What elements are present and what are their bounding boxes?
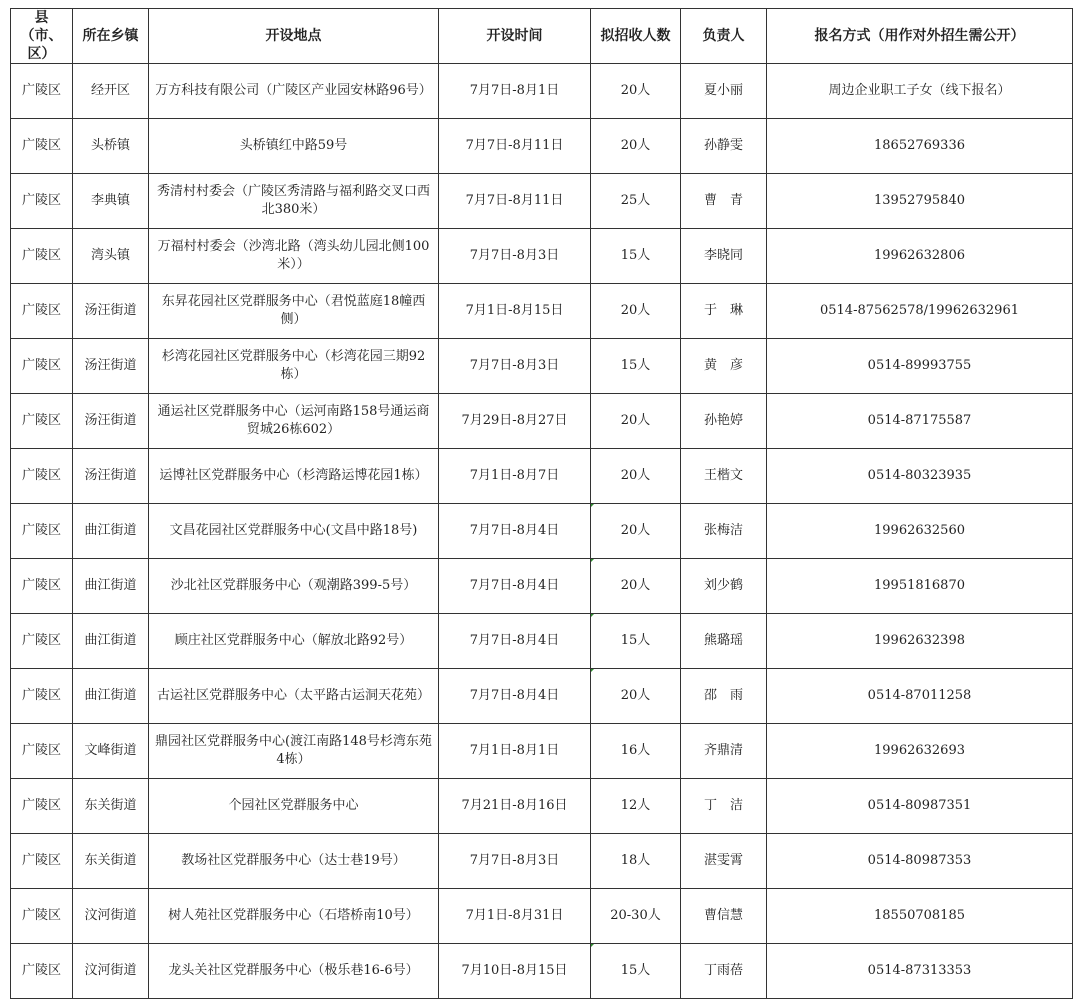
table-row bbox=[11, 944, 1073, 999]
cell-signup bbox=[767, 394, 1073, 449]
cell-time bbox=[439, 724, 591, 779]
cell-town bbox=[73, 284, 149, 339]
cell-contact-text: 张梅洁 bbox=[703, 523, 743, 538]
cell-count-text: 20人 bbox=[620, 688, 651, 703]
cell-contact bbox=[681, 724, 767, 779]
cell-time bbox=[439, 119, 591, 174]
cell-town-text: 东关街道 bbox=[84, 798, 137, 813]
header-town: 所在乡镇 bbox=[73, 9, 149, 64]
table-row bbox=[11, 889, 1073, 944]
cell-town-text: 汶河街道 bbox=[84, 963, 137, 978]
cell-location-text: 鼎园社区党群服务中心(渡江南路148号杉湾东苑4栋） bbox=[155, 734, 432, 767]
table-row bbox=[11, 559, 1073, 614]
cell-location bbox=[149, 779, 439, 834]
cell-town bbox=[73, 834, 149, 889]
cell-time bbox=[439, 504, 591, 559]
cell-location bbox=[149, 119, 439, 174]
cell-count-text: 15人 bbox=[620, 963, 651, 978]
cell-county-text: 广陵区 bbox=[21, 743, 61, 758]
cell-count bbox=[591, 284, 681, 339]
cell-town-text: 汤汪街道 bbox=[84, 358, 137, 373]
cell-contact bbox=[681, 614, 767, 669]
cell-time-text: 7月1日-8月31日 bbox=[465, 908, 564, 923]
cell-contact bbox=[681, 64, 767, 119]
cell-signup bbox=[767, 284, 1073, 339]
cell-town bbox=[73, 174, 149, 229]
cell-town-text: 李典镇 bbox=[90, 193, 130, 208]
cell-time-text: 7月1日-8月15日 bbox=[465, 303, 564, 318]
header-signup: 报名方式（用作对外招生需公开） bbox=[767, 9, 1073, 64]
cell-contact bbox=[681, 394, 767, 449]
cell-location bbox=[149, 229, 439, 284]
cell-signup-text: 周边企业职工子女（线下报名） bbox=[828, 83, 1011, 98]
cell-county-text: 广陵区 bbox=[21, 138, 61, 153]
cell-signup-text: 19962632398 bbox=[874, 633, 965, 648]
table-row bbox=[11, 339, 1073, 394]
cell-count-text: 18人 bbox=[620, 853, 651, 868]
cell-town-text: 曲江街道 bbox=[84, 633, 137, 648]
cell-signup-text: 19962632693 bbox=[874, 743, 965, 758]
cell-count bbox=[591, 394, 681, 449]
cell-contact bbox=[681, 779, 767, 834]
cell-contact-text: 曹信慧 bbox=[703, 908, 743, 923]
cell-count-text: 15人 bbox=[620, 358, 651, 373]
cell-town bbox=[73, 229, 149, 284]
cell-time-text: 7月7日-8月4日 bbox=[469, 523, 560, 538]
cell-count bbox=[591, 779, 681, 834]
cell-location bbox=[149, 944, 439, 999]
cell-county-text: 广陵区 bbox=[21, 303, 61, 318]
cell-contact bbox=[681, 504, 767, 559]
cell-county-text: 广陵区 bbox=[21, 358, 61, 373]
cell-signup-text: 13952795840 bbox=[874, 193, 965, 208]
cell-time-text: 7月1日-8月1日 bbox=[469, 743, 560, 758]
cell-count bbox=[591, 889, 681, 944]
cell-count-text: 20-30人 bbox=[610, 908, 661, 923]
cell-county bbox=[11, 504, 73, 559]
table-row bbox=[11, 394, 1073, 449]
cell-town bbox=[73, 724, 149, 779]
cell-location bbox=[149, 724, 439, 779]
cell-county bbox=[11, 669, 73, 724]
cell-contact bbox=[681, 449, 767, 504]
cell-contact bbox=[681, 119, 767, 174]
cell-county bbox=[11, 64, 73, 119]
cell-county bbox=[11, 119, 73, 174]
cell-signup-text: 18652769336 bbox=[874, 138, 965, 153]
cell-time-text: 7月29日-8月27日 bbox=[461, 413, 568, 428]
table-row bbox=[11, 449, 1073, 504]
cell-contact bbox=[681, 944, 767, 999]
cell-time bbox=[439, 449, 591, 504]
table-row bbox=[11, 229, 1073, 284]
cell-county-text: 广陵区 bbox=[21, 633, 61, 648]
cell-count bbox=[591, 724, 681, 779]
cell-county bbox=[11, 724, 73, 779]
summer-class-table bbox=[10, 8, 1073, 999]
cell-location bbox=[149, 394, 439, 449]
cell-town bbox=[73, 944, 149, 999]
cell-location-text: 秀清村村委会（广陵区秀清路与福利路交叉口西北380米） bbox=[156, 184, 430, 217]
cell-town bbox=[73, 394, 149, 449]
cell-time-text: 7月7日-8月3日 bbox=[469, 358, 560, 373]
table-row bbox=[11, 64, 1073, 119]
cell-location-text: 个园社区党群服务中心 bbox=[228, 798, 359, 813]
cell-county bbox=[11, 394, 73, 449]
cell-count-text: 20人 bbox=[620, 468, 651, 483]
cell-county bbox=[11, 339, 73, 394]
cell-signup-text: 0514-80987353 bbox=[867, 853, 972, 868]
cell-time-text: 7月7日-8月1日 bbox=[469, 83, 560, 98]
cell-county-text: 广陵区 bbox=[21, 908, 61, 923]
cell-town-text: 汤汪街道 bbox=[84, 468, 137, 483]
cell-location-text: 头桥镇红中路59号 bbox=[239, 138, 348, 153]
cell-county bbox=[11, 174, 73, 229]
cell-county bbox=[11, 614, 73, 669]
cell-count bbox=[591, 449, 681, 504]
cell-count bbox=[591, 614, 681, 669]
cell-time bbox=[439, 614, 591, 669]
cell-count-text: 20人 bbox=[620, 138, 651, 153]
cell-county bbox=[11, 559, 73, 614]
cell-county bbox=[11, 944, 73, 999]
header-contact: 负责人 bbox=[681, 9, 767, 64]
cell-town-text: 经开区 bbox=[90, 83, 130, 98]
cell-location bbox=[149, 834, 439, 889]
cell-signup-text: 0514-87313353 bbox=[867, 963, 972, 978]
cell-contact-text: 王楷文 bbox=[703, 468, 743, 483]
cell-count bbox=[591, 119, 681, 174]
cell-count-text: 12人 bbox=[620, 798, 651, 813]
cell-contact-text: 丁雨蓓 bbox=[703, 963, 743, 978]
table-row bbox=[11, 779, 1073, 834]
cell-contact bbox=[681, 284, 767, 339]
cell-contact-text: 丁 洁 bbox=[703, 798, 743, 813]
cell-count-text: 20人 bbox=[620, 83, 651, 98]
cell-signup-text: 0514-89993755 bbox=[867, 358, 972, 373]
cell-county-text: 广陵区 bbox=[21, 468, 61, 483]
cell-marker-icon bbox=[591, 504, 596, 509]
cell-county-text: 广陵区 bbox=[21, 193, 61, 208]
cell-town bbox=[73, 504, 149, 559]
cell-time-text: 7月7日-8月3日 bbox=[469, 853, 560, 868]
cell-location bbox=[149, 669, 439, 724]
cell-contact-text: 黄 彦 bbox=[703, 358, 743, 373]
cell-contact bbox=[681, 559, 767, 614]
cell-time bbox=[439, 834, 591, 889]
cell-town-text: 头桥镇 bbox=[90, 138, 130, 153]
cell-location-text: 万福村村委会（沙湾北路（湾头幼儿园北侧100米）） bbox=[157, 239, 430, 272]
cell-signup bbox=[767, 834, 1073, 889]
cell-location-text: 顾庄社区党群服务中心（解放北路92号） bbox=[174, 633, 413, 648]
cell-count bbox=[591, 229, 681, 284]
cell-signup bbox=[767, 64, 1073, 119]
cell-count-text: 25人 bbox=[620, 193, 651, 208]
cell-county-text: 广陵区 bbox=[21, 248, 61, 263]
cell-time-text: 7月7日-8月3日 bbox=[469, 248, 560, 263]
cell-county-text: 广陵区 bbox=[21, 578, 61, 593]
cell-town bbox=[73, 669, 149, 724]
header-county: 县（市、区） bbox=[11, 9, 73, 64]
cell-count-text: 15人 bbox=[620, 633, 651, 648]
cell-county-text: 广陵区 bbox=[21, 413, 61, 428]
cell-contact-text: 邵 雨 bbox=[703, 688, 743, 703]
cell-town bbox=[73, 889, 149, 944]
cell-signup bbox=[767, 669, 1073, 724]
cell-signup bbox=[767, 724, 1073, 779]
cell-count bbox=[591, 944, 681, 999]
cell-time bbox=[439, 229, 591, 284]
cell-location-text: 树人苑社区党群服务中心（石塔桥南10号） bbox=[168, 908, 419, 923]
cell-town bbox=[73, 339, 149, 394]
table-row bbox=[11, 174, 1073, 229]
cell-contact bbox=[681, 174, 767, 229]
table-row bbox=[11, 614, 1073, 669]
cell-count bbox=[591, 339, 681, 394]
cell-signup-text: 0514-87562578/19962632961 bbox=[819, 303, 1019, 318]
cell-signup bbox=[767, 449, 1073, 504]
cell-county bbox=[11, 229, 73, 284]
cell-signup-text: 0514-87175587 bbox=[867, 413, 972, 428]
cell-marker-icon bbox=[591, 614, 596, 619]
header-location: 开设地点 bbox=[149, 9, 439, 64]
cell-location-text: 古运社区党群服务中心（太平路古运洞天花苑） bbox=[156, 688, 430, 703]
cell-contact-text: 刘少鹤 bbox=[703, 578, 743, 593]
cell-count-text: 16人 bbox=[620, 743, 651, 758]
cell-location-text: 教场社区党群服务中心（达士巷19号） bbox=[181, 853, 406, 868]
cell-town-text: 汤汪街道 bbox=[84, 413, 137, 428]
cell-time-text: 7月7日-8月4日 bbox=[469, 578, 560, 593]
cell-marker-icon bbox=[591, 559, 596, 564]
cell-count-text: 20人 bbox=[620, 578, 651, 593]
cell-location bbox=[149, 504, 439, 559]
cell-county-text: 广陵区 bbox=[21, 83, 61, 98]
cell-town-text: 湾头镇 bbox=[90, 248, 130, 263]
cell-town bbox=[73, 64, 149, 119]
cell-county-text: 广陵区 bbox=[21, 853, 61, 868]
cell-time-text: 7月21日-8月16日 bbox=[461, 798, 568, 813]
cell-signup bbox=[767, 119, 1073, 174]
cell-time bbox=[439, 174, 591, 229]
cell-time-text: 7月7日-8月11日 bbox=[465, 138, 564, 153]
cell-signup-text: 0514-87011258 bbox=[867, 688, 972, 703]
cell-time bbox=[439, 779, 591, 834]
cell-county-text: 广陵区 bbox=[21, 963, 61, 978]
cell-town-text: 曲江街道 bbox=[84, 578, 137, 593]
table-row bbox=[11, 834, 1073, 889]
cell-time-text: 7月7日-8月4日 bbox=[469, 633, 560, 648]
cell-contact bbox=[681, 834, 767, 889]
cell-signup-text: 19962632806 bbox=[874, 248, 965, 263]
cell-signup-text: 0514-80987351 bbox=[867, 798, 972, 813]
cell-signup-text: 18550708185 bbox=[874, 908, 965, 923]
cell-time bbox=[439, 889, 591, 944]
cell-time bbox=[439, 284, 591, 339]
cell-location bbox=[149, 889, 439, 944]
cell-count bbox=[591, 669, 681, 724]
cell-contact-text: 孙静雯 bbox=[703, 138, 743, 153]
cell-location-text: 东昇花园社区党群服务中心（君悦蓝庭18幢西侧） bbox=[161, 294, 426, 327]
cell-count bbox=[591, 174, 681, 229]
cell-signup bbox=[767, 174, 1073, 229]
cell-county bbox=[11, 779, 73, 834]
cell-count bbox=[591, 64, 681, 119]
cell-time bbox=[439, 394, 591, 449]
cell-contact bbox=[681, 669, 767, 724]
cell-count-text: 20人 bbox=[620, 523, 651, 538]
cell-count-text: 20人 bbox=[620, 303, 651, 318]
cell-signup bbox=[767, 614, 1073, 669]
cell-location bbox=[149, 284, 439, 339]
cell-signup-text: 19962632560 bbox=[874, 523, 965, 538]
cell-contact bbox=[681, 229, 767, 284]
cell-county bbox=[11, 834, 73, 889]
cell-location bbox=[149, 174, 439, 229]
cell-contact-text: 齐鼎清 bbox=[703, 743, 743, 758]
cell-location-text: 通运社区党群服务中心（运河南路158号通运商贸城26栋602） bbox=[157, 404, 430, 437]
cell-time bbox=[439, 64, 591, 119]
cell-town-text: 东关街道 bbox=[84, 853, 137, 868]
cell-town bbox=[73, 559, 149, 614]
cell-count-text: 15人 bbox=[620, 248, 651, 263]
cell-signup-text: 19951816870 bbox=[874, 578, 965, 593]
cell-count bbox=[591, 559, 681, 614]
cell-town-text: 曲江街道 bbox=[84, 523, 137, 538]
cell-location bbox=[149, 64, 439, 119]
cell-signup bbox=[767, 559, 1073, 614]
table-row bbox=[11, 669, 1073, 724]
cell-county bbox=[11, 889, 73, 944]
cell-location bbox=[149, 559, 439, 614]
cell-location bbox=[149, 449, 439, 504]
table-row bbox=[11, 119, 1073, 174]
cell-county-text: 广陵区 bbox=[21, 798, 61, 813]
cell-location bbox=[149, 614, 439, 669]
cell-location-text: 龙头关社区党群服务中心（极乐巷16-6号） bbox=[168, 963, 419, 978]
cell-signup-text: 0514-80323935 bbox=[867, 468, 972, 483]
table-row bbox=[11, 284, 1073, 339]
cell-county-text: 广陵区 bbox=[21, 688, 61, 703]
cell-town bbox=[73, 449, 149, 504]
cell-town-text: 文峰街道 bbox=[84, 743, 137, 758]
header-count: 拟招收人数 bbox=[591, 9, 681, 64]
cell-time-text: 7月7日-8月11日 bbox=[465, 193, 564, 208]
cell-county-text: 广陵区 bbox=[21, 523, 61, 538]
cell-signup bbox=[767, 504, 1073, 559]
cell-county bbox=[11, 449, 73, 504]
cell-location-text: 运博社区党群服务中心（杉湾路运博花园1栋） bbox=[159, 468, 428, 483]
cell-time bbox=[439, 944, 591, 999]
cell-contact-text: 于 琳 bbox=[703, 303, 743, 318]
cell-time bbox=[439, 339, 591, 394]
cell-signup bbox=[767, 944, 1073, 999]
cell-contact bbox=[681, 339, 767, 394]
cell-contact-text: 熊璐瑶 bbox=[703, 633, 743, 648]
cell-location-text: 万方科技有限公司（广陵区产业园安林路96号） bbox=[155, 83, 432, 98]
cell-location-text: 沙北社区党群服务中心（观潮路399-5号） bbox=[170, 578, 417, 593]
cell-town bbox=[73, 119, 149, 174]
cell-town bbox=[73, 614, 149, 669]
cell-town bbox=[73, 779, 149, 834]
cell-time-text: 7月7日-8月4日 bbox=[469, 688, 560, 703]
header-row bbox=[11, 9, 1073, 64]
cell-contact-text: 孙艳婷 bbox=[703, 413, 743, 428]
cell-count bbox=[591, 504, 681, 559]
cell-town-text: 汶河街道 bbox=[84, 908, 137, 923]
cell-town-text: 曲江街道 bbox=[84, 688, 137, 703]
header-time: 开设时间 bbox=[439, 9, 591, 64]
cell-signup bbox=[767, 339, 1073, 394]
cell-count-text: 20人 bbox=[620, 413, 651, 428]
cell-count bbox=[591, 834, 681, 889]
cell-signup bbox=[767, 229, 1073, 284]
cell-county bbox=[11, 284, 73, 339]
cell-contact-text: 夏小丽 bbox=[703, 83, 743, 98]
cell-location-text: 文昌花园社区党群服务中心(文昌中路18号) bbox=[169, 523, 418, 538]
cell-town-text: 汤汪街道 bbox=[84, 303, 137, 318]
cell-signup bbox=[767, 889, 1073, 944]
cell-signup bbox=[767, 779, 1073, 834]
cell-contact-text: 李晓同 bbox=[703, 248, 743, 263]
cell-time bbox=[439, 559, 591, 614]
cell-contact-text: 湛雯霄 bbox=[703, 853, 743, 868]
cell-time-text: 7月1日-8月7日 bbox=[469, 468, 560, 483]
cell-contact bbox=[681, 889, 767, 944]
cell-marker-icon bbox=[591, 669, 596, 674]
cell-location-text: 杉湾花园社区党群服务中心（杉湾花园三期92栋） bbox=[161, 349, 426, 382]
cell-marker-icon bbox=[591, 944, 596, 949]
table-row bbox=[11, 504, 1073, 559]
cell-time bbox=[439, 669, 591, 724]
cell-location bbox=[149, 339, 439, 394]
table-row bbox=[11, 724, 1073, 779]
cell-time-text: 7月10日-8月15日 bbox=[461, 963, 568, 978]
cell-contact-text: 曹 青 bbox=[703, 193, 743, 208]
